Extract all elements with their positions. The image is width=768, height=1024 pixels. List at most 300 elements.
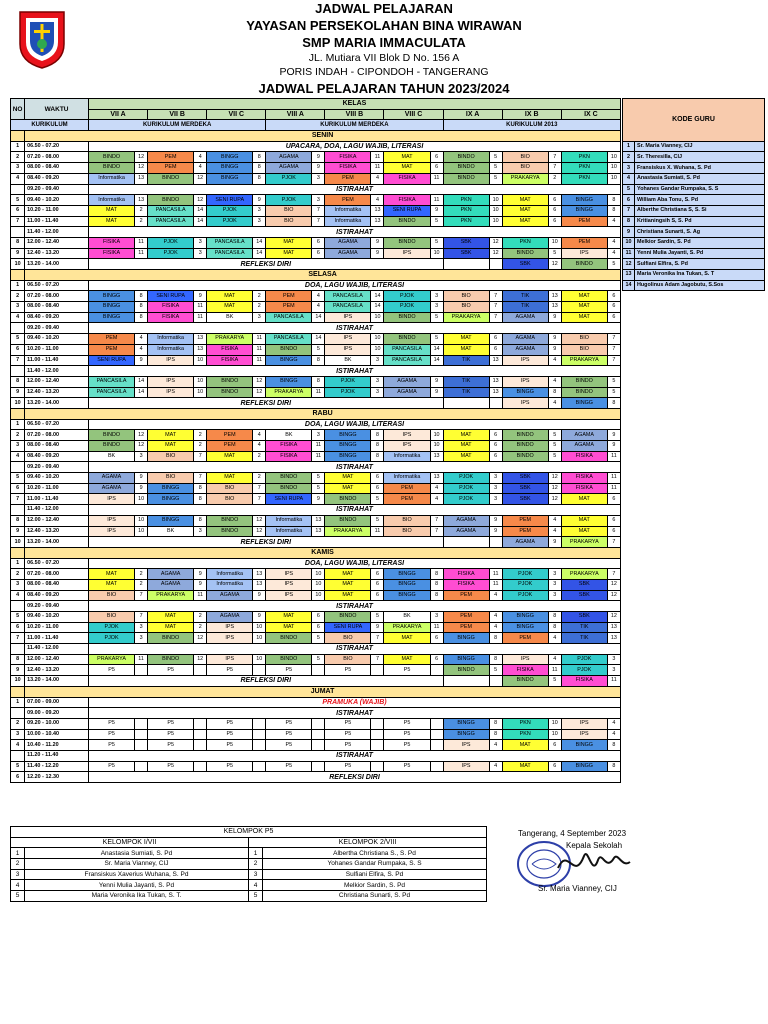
teacher-code-cell: 4 [135,334,148,345]
subject-cell: BINDO [325,494,371,505]
teacher-code-table [622,98,765,291]
subject-cell: FISIKA [561,473,607,484]
teacher-code-cell: 10 [312,590,325,601]
subject-cell: PRAKARYA [207,334,253,345]
period-number: 7 [11,633,25,644]
subject-cell: BINGG [384,569,430,580]
teacher-code-cell: 7 [253,483,266,494]
teacher-code-cell: 12 [194,633,207,644]
subject-cell: SBK [502,259,548,270]
teacher-code-cell: 3 [194,248,207,259]
teacher-code-number: 12 [623,259,635,270]
teacher-code-cell: 8 [253,163,266,174]
teacher-code-cell: 7 [548,163,561,174]
subject-cell: BINDO [325,515,371,526]
subject-cell: MAT [148,430,194,441]
subject-cell: FISIKA [384,195,430,206]
schedule-table [10,98,621,783]
teacher-code-cell [371,761,384,772]
teacher-code-cell: 4 [548,355,561,366]
teacher-code-cell: 6 [607,291,620,302]
period-time: 07.00 - 09.00 [25,697,89,708]
teacher-code-cell: 3 [135,633,148,644]
subject-cell: BK [266,430,312,441]
period-activity: ISTIRAHAT [89,366,621,377]
schedule-row [11,227,621,238]
teacher-code-cell: 10 [194,355,207,366]
teacher-code-cell: 6 [548,205,561,216]
teacher-code-row [623,248,765,259]
teacher-code-cell: 11 [194,302,207,313]
teacher-code-cell: 8 [548,622,561,633]
subject-cell: BINGG [266,376,312,387]
teacher-code-cell: 11 [607,473,620,484]
teacher-code-number: 3 [623,163,635,174]
subject-cell: SBK [443,248,489,259]
subject-cell: BINGG [89,291,135,302]
teacher-code-cell [253,665,266,676]
schedule-row [11,291,621,302]
teacher-code-cell: 3 [312,195,325,206]
subject-cell: MAT [89,205,135,216]
period-number [11,644,25,655]
schedule-row [11,366,621,377]
period-number: 2 [11,291,25,302]
teacher-code-cell: 4 [607,248,620,259]
teacher-code-cell: 2 [194,612,207,623]
p5-row [11,869,487,880]
teacher-code-number: 10 [623,237,635,248]
subject-cell: TIK [502,302,548,313]
subject-cell: BINGG [89,312,135,323]
subject-cell: MAT [266,612,312,623]
subject-cell: BINGG [443,633,489,644]
teacher-code-cell: 8 [312,376,325,387]
teacher-code-cell: 3 [489,483,502,494]
period-time: 08.40 - 09.20 [25,451,89,462]
subject-cell: PANCASILA [266,334,312,345]
teacher-name: Sulfiani Elfira, S. Pd [635,259,765,270]
teacher-code-row [623,173,765,184]
teacher-code-cell: 8 [371,441,384,452]
subject-cell: BINDO [207,526,253,537]
teacher-code-cell: 10 [430,248,443,259]
subject-cell: Informatika [89,195,135,206]
period-number: 5 [11,195,25,206]
subject-cell: PEM [502,515,548,526]
period-time: 13.20 - 14.00 [25,537,89,548]
schedule-row [11,718,621,729]
schedule-row [11,451,621,462]
period-time: 13.20 - 14.00 [25,259,89,270]
class-header: IX C [561,109,620,120]
teacher-code-cell: 5 [371,494,384,505]
period-time: 09.20 - 09.40 [25,601,89,612]
teacher-code-cell: 11 [135,248,148,259]
p5-row [11,880,487,891]
p5-member: Sr. Maria Vianney, CIJ [25,859,249,870]
teacher-code-number: 4 [623,173,635,184]
subject-cell: BINDO [89,441,135,452]
teacher-code-cell: 11 [312,387,325,398]
teacher-code-cell [371,740,384,751]
subject-cell: MAT [148,441,194,452]
schedule-row [11,740,621,751]
subject-cell: IPS [266,579,312,590]
day-header [11,408,621,419]
subject-cell: Informatika [266,515,312,526]
subject-cell: AGAMA [148,569,194,580]
subject-cell: AGAMA [89,473,135,484]
teacher-code-cell: 11 [253,334,266,345]
subject-cell: AGAMA [502,312,548,323]
schedule-row [11,612,621,623]
period-activity: ISTIRAHAT [89,708,621,719]
period-time: 08.00 - 08.40 [25,302,89,313]
class-header: VII B [148,109,207,120]
subject-cell: Informatika [325,216,371,227]
period-activity: DOA, LAGU WAJIB, LITERASI [89,558,621,569]
signature-role: Kepala Sekolah [566,841,623,850]
teacher-name: Sr. Maria Vianney, CIJ [635,141,765,152]
subject-cell: IPS [148,387,194,398]
p5-member: Christiana Sunarti, S. Pd [263,891,487,902]
period-time: 07.20 - 08.00 [25,430,89,441]
teacher-code-cell: 7 [312,205,325,216]
subject-cell: PANCASILA [148,216,194,227]
teacher-code-cell: 13 [253,569,266,580]
teacher-code-cell: 8 [194,483,207,494]
schedule-row [11,633,621,644]
teacher-code-cell: 6 [371,483,384,494]
schedule-row [11,430,621,441]
period-time: 11.00 - 11.40 [25,494,89,505]
teacher-code-cell [312,718,325,729]
teacher-code-cell: 6 [312,622,325,633]
period-number [11,227,25,238]
subject-cell: BINDO [443,173,489,184]
subject-cell: PJOK [384,291,430,302]
teacher-code-cell: 9 [607,441,620,452]
period-time: 08.40 - 09.20 [25,173,89,184]
teacher-code-cell: 11 [253,344,266,355]
teacher-code-cell: 9 [430,205,443,216]
teacher-code-cell [312,729,325,740]
teacher-code-cell: 11 [371,163,384,174]
subject-cell: PANCASILA [325,302,371,313]
teacher-code-cell: 9 [548,334,561,345]
subject-cell: MAT [325,579,371,590]
subject-cell: PEM [89,334,135,345]
teacher-code-cell: 10 [135,526,148,537]
kurikulum-group: KURIKULUM MERDEKA [89,120,266,131]
teacher-code-cell: 8 [371,430,384,441]
teacher-code-cell: 8 [548,387,561,398]
schedule-row [11,676,621,687]
subject-cell: AGAMA [266,163,312,174]
subject-cell: PRAKARYA [502,173,548,184]
subject-cell: FISIKA [89,248,135,259]
period-number: 10 [11,398,25,409]
teacher-code-cell [312,665,325,676]
subject-cell: SBK [443,237,489,248]
subject-cell: SENI RUPA [266,494,312,505]
teacher-code-cell [194,761,207,772]
teacher-code-cell: 12 [607,579,620,590]
period-number: 6 [11,205,25,216]
schedule-row [11,195,621,206]
subject-cell: BINGG [561,195,607,206]
teacher-code-cell: 8 [194,494,207,505]
teacher-code-cell: 7 [430,515,443,526]
subject-cell: PANCASILA [325,291,371,302]
period-number: 3 [11,579,25,590]
subject-cell: AGAMA [502,537,548,548]
p5-member: Albertha Christiana S., S. Pd [263,848,487,859]
subject-cell: BINDO [443,665,489,676]
p5-group1-title: KELOMPOK I/VII [11,837,249,848]
p5-number: 1 [249,848,263,859]
teacher-code-cell: 2 [253,473,266,484]
subject-cell: P5 [207,729,253,740]
subject-cell: PKN [561,152,607,163]
subject-cell: MAT [384,163,430,174]
teacher-code-cell: 3 [548,590,561,601]
teacher-code-cell: 12 [548,494,561,505]
subject-cell: SENI RUPA [89,355,135,366]
teacher-code-cell [253,761,266,772]
subject-cell: PEM [266,291,312,302]
teacher-code-cell: 11 [489,569,502,580]
teacher-code-cell: 4 [548,526,561,537]
teacher-code-cell: 6 [371,579,384,590]
period-number: 6 [11,483,25,494]
period-number [11,750,25,761]
teacher-code-cell: 7 [371,633,384,644]
period-number: 2 [11,718,25,729]
schedule-row [11,772,621,783]
teacher-code-number: 7 [623,205,635,216]
subject-cell: PEM [266,302,312,313]
period-time: 09.40 - 10.20 [25,473,89,484]
teacher-code-cell: 5 [312,344,325,355]
period-number: 8 [11,376,25,387]
teacher-code-cell: 12 [607,612,620,623]
teacher-code-cell: 5 [548,676,561,687]
teacher-code-number: 14 [623,280,635,291]
teacher-code-cell [135,718,148,729]
subject-cell: PJOK [443,494,489,505]
teacher-code-cell: 4 [430,483,443,494]
teacher-code-cell: 6 [548,195,561,206]
subject-cell: FISIKA [443,579,489,590]
teacher-code-cell: 4 [489,740,502,751]
subject-cell: BINGG [89,302,135,313]
teacher-code-cell: 2 [253,291,266,302]
teacher-code-cell: 10 [607,152,620,163]
period-number: 2 [11,569,25,580]
subject-cell: PKN [561,163,607,174]
subject-cell: P5 [148,718,194,729]
teacher-code-cell: 8 [607,398,620,409]
teacher-code-cell: 6 [430,633,443,644]
subject-cell: P5 [207,718,253,729]
period-time: 09.20 - 10.00 [25,718,89,729]
teacher-code-cell: 10 [194,376,207,387]
period-time: 12.40 - 13.20 [25,526,89,537]
teacher-code-cell: 13 [312,515,325,526]
teacher-code-cell: 3 [253,216,266,227]
subject-cell: P5 [148,761,194,772]
teacher-code-cell: 11 [371,152,384,163]
subject-cell: BIO [89,612,135,623]
period-time: 13.20 - 14.00 [25,398,89,409]
teacher-code-cell [430,718,443,729]
teacher-code-cell [135,729,148,740]
day-spacer [11,686,25,697]
subject-cell: P5 [266,718,312,729]
day-header [11,131,621,142]
teacher-code-cell: 10 [312,579,325,590]
period-number: 6 [11,772,25,783]
subject-cell: BINDO [384,216,430,227]
subject-cell: MAT [561,291,607,302]
teacher-code-cell: 6 [371,473,384,484]
subject-cell: BINDO [384,334,430,345]
period-time: 09.40 - 10.20 [25,612,89,623]
period-time: 06.50 - 07.20 [25,280,89,291]
schedule-row [11,483,621,494]
subject-cell: Informatika [89,173,135,184]
signature-place-date: Tangerang, 4 September 2023 [518,829,627,838]
subject-cell: BINDO [207,515,253,526]
period-number: 1 [11,697,25,708]
subject-cell: PJOK [561,665,607,676]
schedule-row [11,323,621,334]
period-number: 1 [11,419,25,430]
period-number: 3 [11,729,25,740]
teacher-name: Maria Veronika Ina Tukan, S. T [635,270,765,281]
teacher-code-cell: 6 [607,494,620,505]
subject-cell: PKN [561,173,607,184]
subject-cell: BINGG [207,173,253,184]
teacher-code-cell: 10 [253,622,266,633]
subject-cell: IPS [325,334,371,345]
subject-cell: P5 [325,761,371,772]
teacher-code-cell: 11 [430,622,443,633]
teacher-code-cell: 3 [194,237,207,248]
period-activity: ISTIRAHAT [89,505,621,516]
teacher-code-row [623,227,765,238]
period-activity: ISTIRAHAT [89,462,621,473]
subject-cell: PANCASILA [384,344,430,355]
subject-cell: BINDO [148,173,194,184]
teacher-code-cell: 13 [371,216,384,227]
subject-cell: BINDO [89,152,135,163]
schedule-row [11,248,621,259]
teacher-code-cell: 3 [548,579,561,590]
subject-cell: PKN [502,237,548,248]
day-name: SELASA [25,270,621,281]
schedule-title: JADWAL PELAJARAN TAHUN 2023/2024 [258,81,510,96]
subject-cell: AGAMA [266,152,312,163]
teacher-code-cell: 12 [607,590,620,601]
subject-cell: IPS [502,654,548,665]
subject-cell: MAT [207,473,253,484]
subject-cell: AGAMA [561,441,607,452]
subject-cell: PKN [443,205,489,216]
subject-cell: PEM [148,152,194,163]
subject-cell: SBK [502,473,548,484]
schedule-row [11,473,621,484]
teacher-code-cell: 13 [135,195,148,206]
subject-cell: AGAMA [502,334,548,345]
period-activity: REFLEKSI DIRI [89,259,444,270]
teacher-code-cell: 9 [607,430,620,441]
teacher-code-cell [194,718,207,729]
period-activity: ISTIRAHAT [89,750,621,761]
teacher-code-cell: 5 [607,387,620,398]
period-time: 09.40 - 10.20 [25,334,89,345]
teacher-code-cell: 8 [430,569,443,580]
period-number: 9 [11,665,25,676]
subject-cell: PJOK [89,622,135,633]
period-activity: REFLEKSI DIRI [89,398,444,409]
subject-cell: PEM [384,483,430,494]
teacher-code-cell: 12 [253,515,266,526]
subject-cell: PJOK [325,387,371,398]
teacher-code-row [623,216,765,227]
subject-cell: FISIKA [148,312,194,323]
subject-cell: AGAMA [148,579,194,590]
p5-number: 2 [11,859,25,870]
p5-member: Yenni Mulia Jayanti, S. Pd [25,880,249,891]
period-number: 8 [11,654,25,665]
teacher-code-cell: 13 [371,205,384,216]
teacher-code-cell: 12 [135,163,148,174]
teacher-code-cell: 12 [253,387,266,398]
schedule-row [11,761,621,772]
teacher-code-cell [489,259,502,270]
subject-cell: PKN [502,718,548,729]
teacher-code-cell: 14 [312,334,325,345]
period-time: 09.40 - 10.20 [25,195,89,206]
teacher-code-cell: 9 [312,494,325,505]
subject-cell: BINGG [325,451,371,462]
teacher-code-cell: 12 [489,237,502,248]
teacher-code-cell: 3 [371,376,384,387]
subject-cell: SENI RUPA [325,622,371,633]
teacher-code-cell: 5 [548,441,561,452]
foundation-name: YAYASAN PERSEKOLAHAN BINA WIRAWAN [246,18,522,33]
period-activity: REFLEKSI DIRI [89,676,444,687]
subject-cell: BINDO [443,163,489,174]
period-activity: UPACARA, DOA, LAGU WAJIB, LITERASI [89,141,621,152]
subject-cell: BINDO [148,633,194,644]
subject-cell: IPS [89,526,135,537]
subject-cell: P5 [207,740,253,751]
subject-cell: P5 [89,729,135,740]
subject-cell: BINGG [325,441,371,452]
period-number: 1 [11,141,25,152]
subject-cell: PJOK [207,205,253,216]
teacher-code-cell: 7 [489,302,502,313]
subject-cell: FISIKA [207,344,253,355]
p5-member: Yohanes Gandar Rumpaka, S. S [263,859,487,870]
p5-title: KELOMPOK P5 [11,827,487,838]
teacher-code-cell: 10 [489,216,502,227]
period-time: 06.50 - 07.20 [25,419,89,430]
